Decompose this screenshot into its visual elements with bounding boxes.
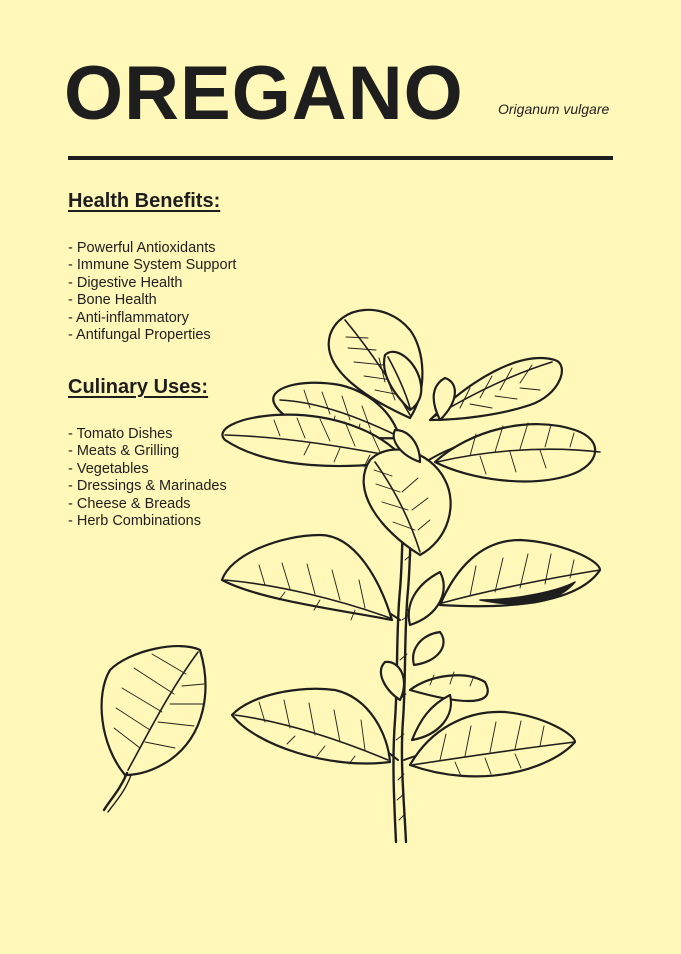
list-item: - Dressings & Marinades xyxy=(68,478,227,495)
list-item: - Tomato Dishes xyxy=(68,426,173,442)
culinary-uses-heading: Culinary Uses: xyxy=(68,376,209,398)
latin-name: Origanum vulgare xyxy=(498,101,610,117)
list-item: - Antifungal Properties xyxy=(68,327,211,344)
list-item: - Powerful Antioxidants xyxy=(68,240,216,256)
page-title: OREGANO xyxy=(64,51,464,136)
list-item: - Immune System Support xyxy=(68,257,237,274)
list-item: - Bone Health xyxy=(68,292,157,309)
list-item: - Herb Combinations xyxy=(68,513,201,530)
list-item: - Meats & Grilling xyxy=(68,443,180,460)
list-item: - Digestive Health xyxy=(68,274,183,291)
health-benefits-heading: Health Benefits: xyxy=(68,190,221,212)
list-item: - Vegetables xyxy=(68,460,149,477)
list-item: - Cheese & Breads xyxy=(68,495,191,512)
list-item: - Anti-inflammatory xyxy=(68,309,189,326)
